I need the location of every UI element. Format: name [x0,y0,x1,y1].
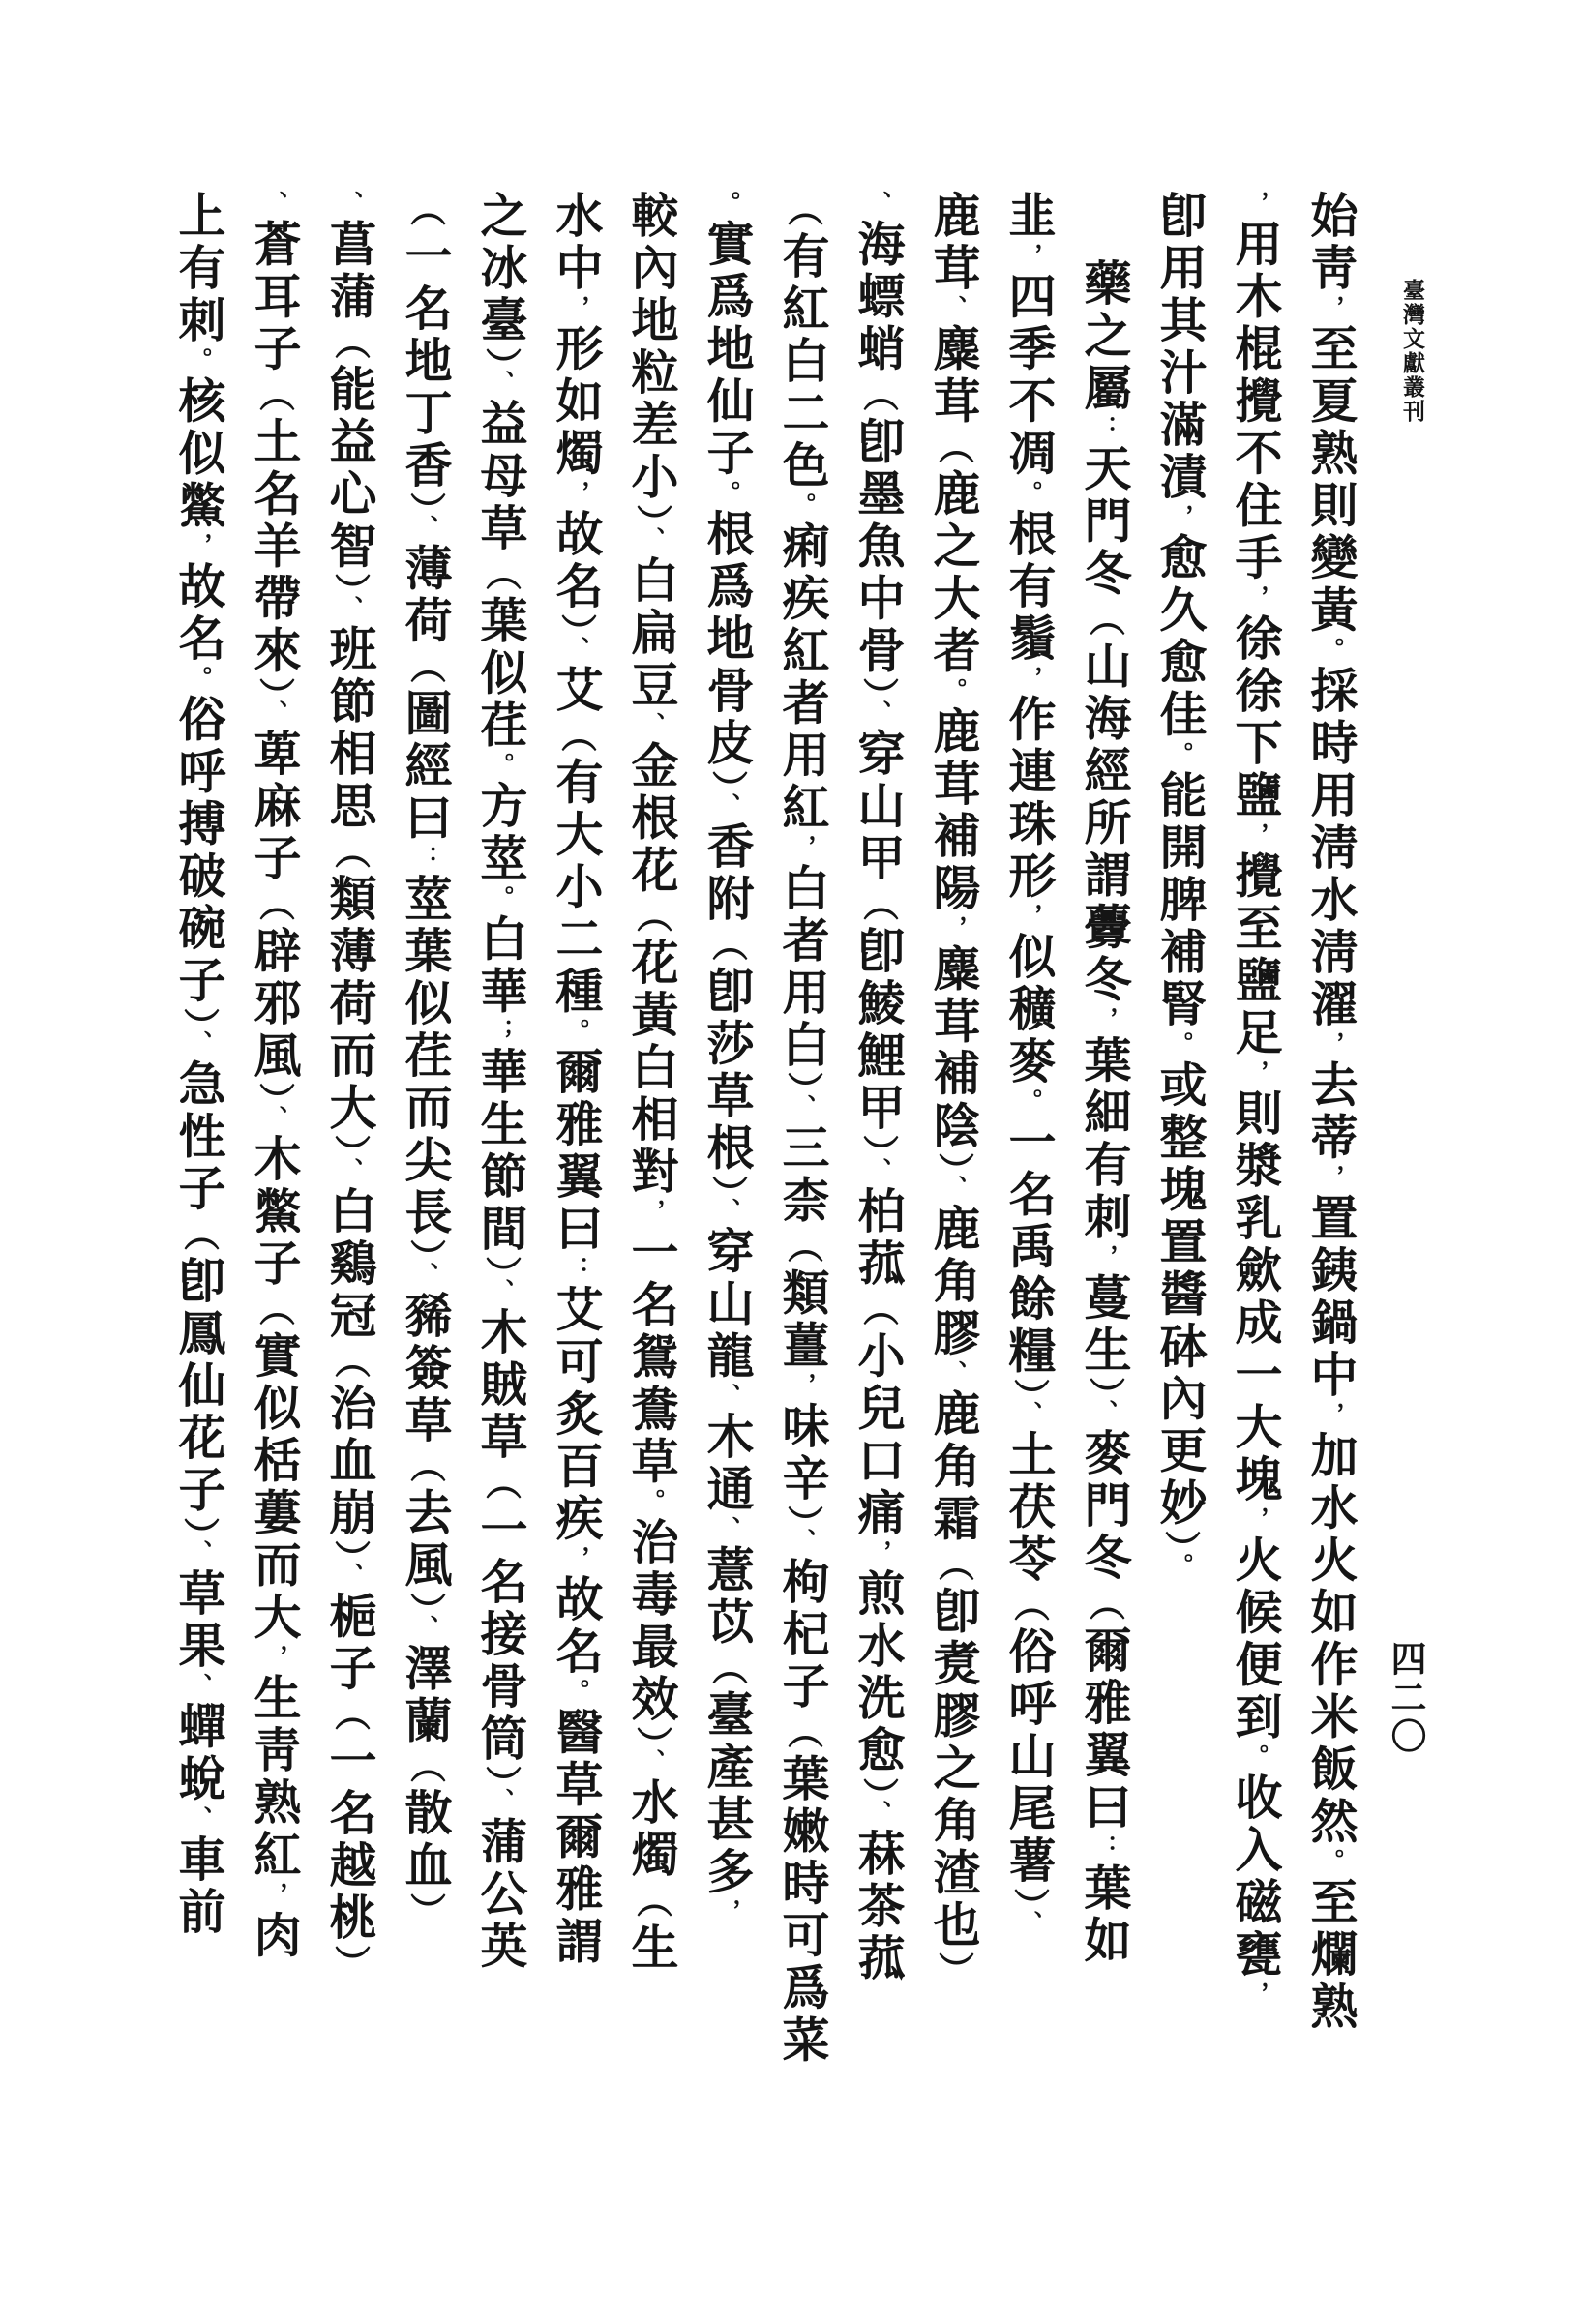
text-column: 水中，形如燭，故名）、艾（有大小二種。爾雅翼曰：艾可炙百疾，故名。醫草爾雅謂 [550,191,603,1969]
text-column: 藥之屬：天門冬（山海經所謂虋冬，葉細有刺，蔓生）、麥門冬（爾雅翼曰：葉如 [1078,258,1131,1968]
text-column: 鹿茸、麋茸（鹿之大者。鹿茸補陽，麋茸補陰）、鹿角膠、鹿角霜（卽煑膠之角渣也） [927,191,980,1993]
page-number: 四二〇 [1385,1640,1424,1756]
text-column: （有紅白二色。痢疾紅者用紅，白者用白）、三柰（類薑，味辛）、枸杞子（葉嫩時可爲菜 [776,191,829,2068]
text-column: 韭，四季不凋。根有鬚，作連珠形，似穬麥。一名禹餘糧）、土茯苓（俗呼山尾薯）、 [1002,191,1056,1939]
text-column: 始靑，至夏熟則變黃。採時用淸水淸濯，去蒂，置銕鍋中，加水火如作米飯然。至爛熟 [1304,191,1358,2034]
text-columns [161,191,1368,2068]
text-column: 上有刺。核似鱉，故名。俗呼搏破碗子）、急性子（卽鳳仙花子）、草果、蟬蛻、車前 [172,191,225,1939]
text-column: 。實爲地仙子。根爲地骨皮）、香附（卽莎草根）、穿山龍、木通、薏苡（臺產甚多， [701,191,754,1927]
text-column: ，用木棍攪不住手，徐徐下鹽，攪至鹽足，則漿乳歛成一大塊，火候便到。收入磁甕， [1229,191,1282,2011]
text-column: 之冰臺）、益母草（葉似荏。方莖。白華；華生節間）、木賊草（一名接骨筒）、蒲公英 [474,191,527,1974]
text-column: 卽用其汁滿漬，愈久愈佳。能開脾補腎。或整塊置醬砵內更妙）。 [1153,191,1207,1582]
text-column: 、蒼耳子（土名羊帶來）、萆麻子（辟邪風）、木鱉子（實似栝蔞而大，生靑熟紅，肉 [248,191,301,1963]
text-column: 、菖蒲（能益心智）、班節相思（類薄荷而大）、白鷄冠（治血崩）、梔子（一名越桃） [323,191,376,1985]
running-head-title: 臺灣文獻叢刊 [1400,279,1424,424]
text-column: 、海螵蛸（卽墨魚中骨）、穿山甲（卽鯪鯉甲）、柏菰（小兒口痛，煎水洗愈）、菻茶菰 [851,191,905,1985]
text-column: 較內地粒差小）、白扁豆、金根花（花黃白相對，一名鴛鴦草。治毒最效）、水燭（生 [625,191,678,1975]
text-column: （一名地丁香）、薄荷（圖經曰：莖葉似荏而尖長）、豨簽草（去風）、澤蘭（散血） [399,191,452,1933]
